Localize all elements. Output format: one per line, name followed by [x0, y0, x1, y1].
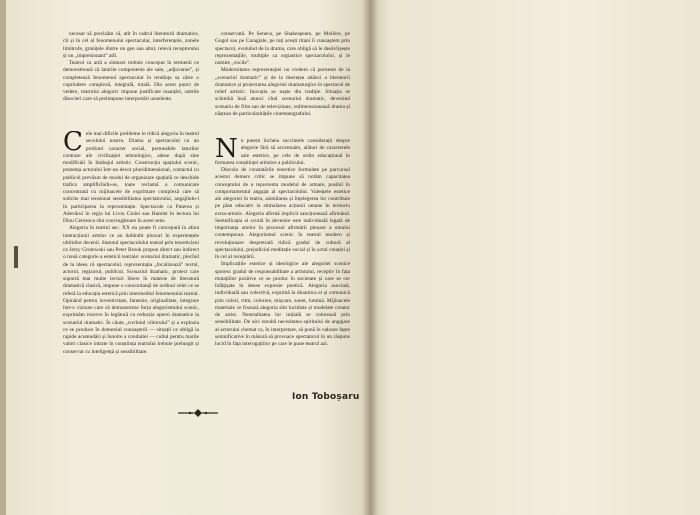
paragraph: Implicațiile estetice și ideologice ale alegoriei scenice sporesc gradul de responsabilitate a artistului, receptiv în fața mutațiilor pozitive ce se produc în societate și care se cer înfățișate în dense expresie poetică. Alegoria asociată, individuală sau colectivă, exprimă la dinamica ei și comunică prin culori, ritm, colorare, mișcare, sunet, lumină. Mijloacele materiale ce fixează alegoria sînt lucidiste și modelate creator de artist. Neutralitatea lor inițială se colorează prin sensibilitate. De aici rezultă necesitatea spiritului de angajare al actorului chemat ca, în interpretare, să pună în valoare fapte semnificative în măsură să provoace spectatorul în un răspuns lucid în fața interogațiilor pe care le pune teatrul azi. [215, 261, 350, 347]
paragraph: necesar să precizăm că, atît în cadrul literaturii dramatice, cît și în cel al fenomenului spectacular, interferențele, zonele limitrofe, granițele dintre un gen sau altul, relevă receptorului și un „impresionant” atîl. [63, 31, 199, 59]
author-signature: Ion Toboșaru [292, 392, 360, 402]
paragraph: Dincolo de constatările teoretice formulate pe parcursul acestui demers critic se impune să notăm capacitatea conceptului de a reprezenta modelul de armare, posibil în comportamentul angajat al spectacolului. Valențele estetice ale alegoriei în teatru, asimilarea și înțelegerea lor contribuie pe plan educativ la stimularea acțiunii umane în teritoriu extra-artistic. Alegoria afirmă implicit sancționează afirmând. Semnificația ei scurtă în devenire este individuală legată de importanța artelor în procesul afirmării plenare a omului contemporan. Alegorismul scenic în teatrul modern și revoluționare despretrată ridică gradul de cultură al spectacolului, prejudiciul meditație social și în actul creației și în cel al receptării. [215, 167, 350, 260]
paragraph: conservată. Pe Seneca, pe Shakespeare, pe Molière, pe Gogol sau pe Caragiale, pe toți acești titani îi cunoaștem prin spectacol, evoluînd de la drama, care obligă să le desăvîrșește reprezentațiile, multiple ca orgiastice spectacolului, și le numite „vocile”. [215, 31, 350, 66]
paragraph-dropcap: Nu putem încheia succintele considerații despre alegorie fără să accentuăm, alături de caracterele sale estetice, pe cele de ordin educațional în formarea conștiinței artistice a publicului. [215, 138, 350, 166]
text-column-top-right [215, 31, 350, 151]
text-column-bottom-right [215, 138, 350, 390]
paragraph: Modernitatea reprezentației nu credem că porneste de la „scenariul dramatic” și de la tinerețea adânci a literaturii dramatice și proiectarea alegoriei dramaturgice în spectacol de relief artistic. Inovația se naște din tradiție. Situația se schimbă însă atunci cînd scenariul dramatic, devenind scenariu de film sau de televiziune, redimensionează drama și nășteau de particularitățile cinematografului. [215, 67, 350, 117]
binding-mark [14, 246, 18, 268]
ornament-divider-icon [176, 408, 220, 418]
paragraph: Teatrul ca artă a sintezei trebuie conceput în termenii ce demonstrează că laturile componente ale sale, „adjuvante”, și completează fenomenul spectacular în tendința sa către o cuprindere complexă, integrală, totală. Din acest punct de vedere, teatrului alegoric impune justificate nuanțări, subtile disocieri care să prelimpune interpretări uzuelente. [63, 60, 199, 103]
text-column-bottom-left [63, 131, 199, 407]
right-page-blank [370, 0, 700, 515]
page-edge [0, 0, 6, 515]
book-gutter [362, 0, 378, 515]
paragraph-dropcap: Cele mai dificile probleme le ridică alegoria în teatrul secolului nostru. Drama și spectacolul cu un profund caracter social, permeabile laturilor contrare ale civilizației tehnologice, adese după sine modificări în limbajul artistic. Construcția spațiului scenic, prezența actorului într-un decor pluridimensional, contactul cu publicul prevăzut de modul de organizare spațială ce deschide trafica amplificîndu-se, toate reclamă o comunicare concentrată cu mijloacele de exprimare complexă care să solicite mai tensionat sensibilitatea spectatorului, angajîndu-l în participarea la reprezentație. Spectacole ca Puterea și Adevărul în regia lui Liviu Ciulei sau Hamlet în lectura lui Dinu Cernescu sînt convingătoare în acest sens. [63, 131, 199, 224]
paragraph: Alegoria în teatrul sec. XX nu poate fi concepută în afara interacțiunii artelor ce au dobîndit pluxuri în experiențele ultimilor decenii. Statutul spectacolului teatral prin teoreticieni ca Jerzy Grotowski sau Peter Brook propun direct sau indirect o nouă categorie a esteticii teatrale: scenariul dramatic, plecînd de la ideea că spectacolul, reprezentația „focalizează” textul, actorul, regizorul, publicul. Scenariul dramatic, protect care suportă mai multe lecturi libere în materie de literatură dramatică clasică, impune o concordanță de ordinul celei ce se referă la educația estetică prin intermediul fenomenului teatral. Opinând pentru inventivitate, fantezie, originalitate, integrare într-o viziune care să demonstreze forța alegorismului scenic, exprimăm rezerve în legătură cu reducția operei dramatice la scenariul dramatic. În căuta „cuvîntul viitorului” și a explozia ce se produce în domeniul cunoașterii — situații ce obligă la rapide acomodări și înnoire a conduitei — cultul pentru marile valori clasice intrate în conștiința teatrului trebuie prelungit și conservat cu inteligență și sensibilitate. [63, 225, 199, 355]
drop-cap-letter: N [215, 138, 238, 164]
drop-cap-letter: C [63, 131, 83, 157]
